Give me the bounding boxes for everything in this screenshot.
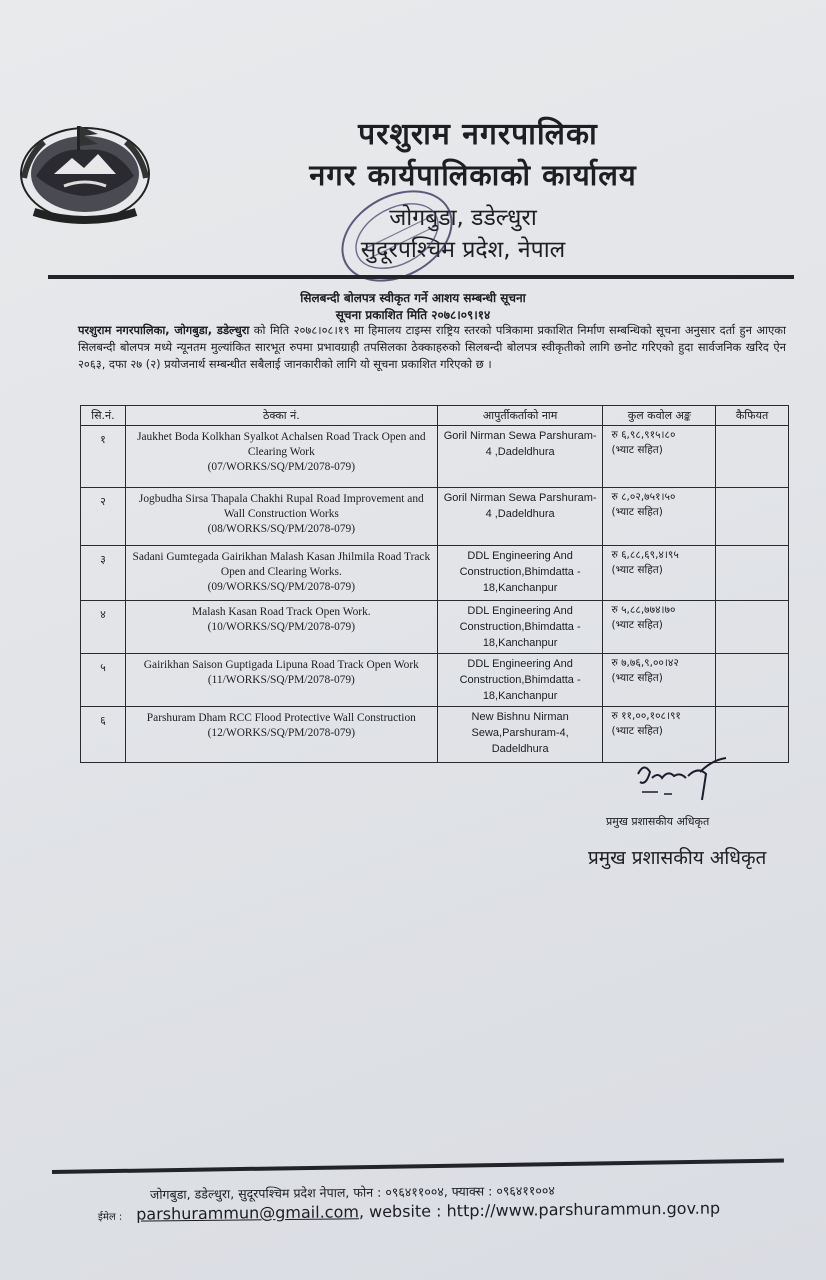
website-text[interactable]: , website : http://www.parshurammun.gov.np	[358, 1198, 721, 1222]
contract-name: Jogbudha Sirsa Thapala Chakhi Rupal Road Improvement and Wall Construction Works	[138, 493, 424, 520]
table-row	[81, 546, 789, 601]
amount-value: रु ८,०२,७५१।५०	[611, 491, 676, 503]
row-remarks	[716, 488, 789, 546]
amount-value: रु ६,९८,९१५।८०	[611, 429, 676, 441]
row-contract	[125, 426, 437, 488]
contract-name: Parshuram Dham RCC Flood Protective Wall Construction	[146, 712, 416, 724]
row-supplier: DDL Engineering And Construction,Bhimdatta - 18,Kanchanpur	[437, 546, 603, 601]
email-label: ईमेल :	[97, 1211, 123, 1223]
row-supplier: DDL Engineering And Construction,Bhimdatta - 18,Kanchanpur	[437, 654, 603, 707]
notice-date: सूचना प्रकाशित मिति २०७८।०९।१४	[335, 308, 491, 322]
email-link[interactable]: parshurammun@gmail.com	[136, 1202, 359, 1224]
row-amount	[603, 546, 716, 601]
footer-address: जोगबुडा, डडेल्धुरा, सुदूरपश्चिम प्रदेश नेपाल, फोन : ०९६४११००४, फ्याक्स : ०९६४११००४	[149, 1182, 555, 1202]
contract-code: (08/WORKS/SQ/PM/2078-079)	[207, 523, 356, 535]
vat-note: (भ्याट सहित)	[611, 564, 663, 576]
row-supplier: DDL Engineering And Construction,Bhimdatta - 18,Kanchanpur	[437, 601, 603, 654]
header-remarks: कैफियत	[716, 406, 789, 426]
signature-title: प्रमुख प्रशासकीय अधिकृत	[588, 847, 767, 869]
row-remarks	[716, 601, 789, 654]
contract-name: Gairikhan Saison Guptigada Lipuna Road Track Open Work	[143, 659, 419, 671]
header-divider	[48, 275, 794, 279]
row-sn: ४	[81, 601, 126, 654]
signature-icon	[628, 752, 736, 808]
row-contract	[125, 707, 437, 763]
row-sn: ५	[81, 654, 126, 707]
notice-body-lead: परशुराम नगरपालिका, जोगबुडा, डडेल्धुरा	[78, 323, 250, 337]
contract-code: (07/WORKS/SQ/PM/2078-079)	[207, 461, 356, 473]
amount-value: रु ६,८८,६९,४।९५	[611, 549, 679, 561]
row-contract	[125, 546, 437, 601]
contract-name: Malash Kasan Road Track Open Work.	[192, 606, 371, 618]
row-contract	[125, 488, 437, 546]
contract-name: Jaukhet Boda Kolkhan Syalkot Achalsen Road Track Open and Clearing Work	[137, 431, 426, 458]
notice-title: सिलबन्दी बोलपत्र स्वीकृत गर्ने आशय सम्बन्धी सूचना	[300, 291, 526, 305]
header-line-4: सुदूरपश्चिम प्रदेश, नेपाल	[360, 237, 566, 263]
amount-value: रु ७,७६,९,००।४२	[611, 657, 679, 669]
row-amount	[603, 601, 716, 654]
contract-code: (11/WORKS/SQ/PM/2078-079)	[207, 674, 355, 686]
header-line-1: परशुराम नगरपालिका	[358, 117, 598, 152]
row-sn: १	[81, 426, 126, 488]
vat-note: (भ्याट सहित)	[611, 725, 663, 737]
table-row	[81, 654, 789, 707]
row-supplier: New Bishnu Nirman Sewa,Parshuram-4, Dadeldhura	[437, 707, 603, 763]
header-contract: ठेक्का नं.	[125, 406, 437, 426]
row-contract	[125, 654, 437, 707]
header-line-3: जोगबुडा, डडेल्धुरा	[389, 205, 537, 231]
row-supplier: Goril Nirman Sewa Parshuram-4 ,Dadeldhura	[437, 488, 603, 546]
row-amount	[603, 488, 716, 546]
header-supplier: आपुर्तीकर्ताको नाम	[437, 406, 603, 426]
row-sn: २	[81, 488, 126, 546]
contract-code: (12/WORKS/SQ/PM/2078-079)	[207, 727, 356, 739]
row-sn: ३	[81, 546, 126, 601]
row-remarks	[716, 426, 789, 488]
signature-caption: प्रमुख प्रशासकीय अधिकृत	[606, 815, 710, 828]
notice-body	[78, 322, 786, 373]
row-remarks	[716, 654, 789, 707]
vat-note: (भ्याट सहित)	[611, 444, 663, 456]
vat-note: (भ्याट सहित)	[611, 506, 663, 518]
table-header-row	[81, 406, 789, 426]
vat-note: (भ्याट सहित)	[611, 672, 663, 684]
footer-divider	[52, 1159, 784, 1174]
table-row	[81, 426, 789, 488]
vat-note: (भ्याट सहित)	[611, 619, 663, 631]
notice-body-rest: को मिति २०७८।०८।१९ मा हिमालय टाइम्स राष्ट्रिय स्तरको पत्रिकामा प्रकाशित निर्माण सम्बन्धिको सूचना अनुसार दर्ता हुन आएका सिलबन्दी बोलपत्र मध्ये न्यूनतम मुल्यांकित सारभूत रुपमा प्रभावग्राही तपसिलका ठेक्काहरुको सिलबन्दी बोलपत्र स्वीकृतीको लागि छनोट गरिएको हुदा सार्वजनिक खरिद ऐन २०६३, दफा २७ (२) प्रयोजनार्थ सम्बन्धीत सबैलाई जानकारीको लागि यो सूचना प्रकाशित गरिएको छ ।	[78, 323, 786, 371]
header-sn: सि.नं.	[81, 406, 126, 426]
header-line-2: नगर कार्यपालिकाको कार्यालय	[309, 158, 637, 192]
contract-code: (09/WORKS/SQ/PM/2078-079)	[207, 581, 356, 593]
row-supplier: Goril Nirman Sewa Parshuram-4 ,Dadeldhura	[437, 426, 603, 488]
bid-table	[80, 405, 789, 763]
table-row	[81, 488, 789, 546]
contract-name: Sadani Gumtegada Gairikhan Malash Kasan Jhilmila Road Track Open and Clearing Works.	[132, 551, 431, 578]
amount-value: रु ५,८८,७७४।७०	[611, 604, 676, 616]
table-row	[81, 601, 789, 654]
header-amount: कुल कवोल अङ्क	[603, 406, 716, 426]
contract-code: (10/WORKS/SQ/PM/2078-079)	[207, 621, 356, 633]
row-remarks	[716, 546, 789, 601]
row-amount	[603, 426, 716, 488]
row-contract	[125, 601, 437, 654]
row-sn: ६	[81, 707, 126, 763]
amount-value: रु ११,००,१०८।९१	[611, 710, 681, 722]
row-amount	[603, 654, 716, 707]
